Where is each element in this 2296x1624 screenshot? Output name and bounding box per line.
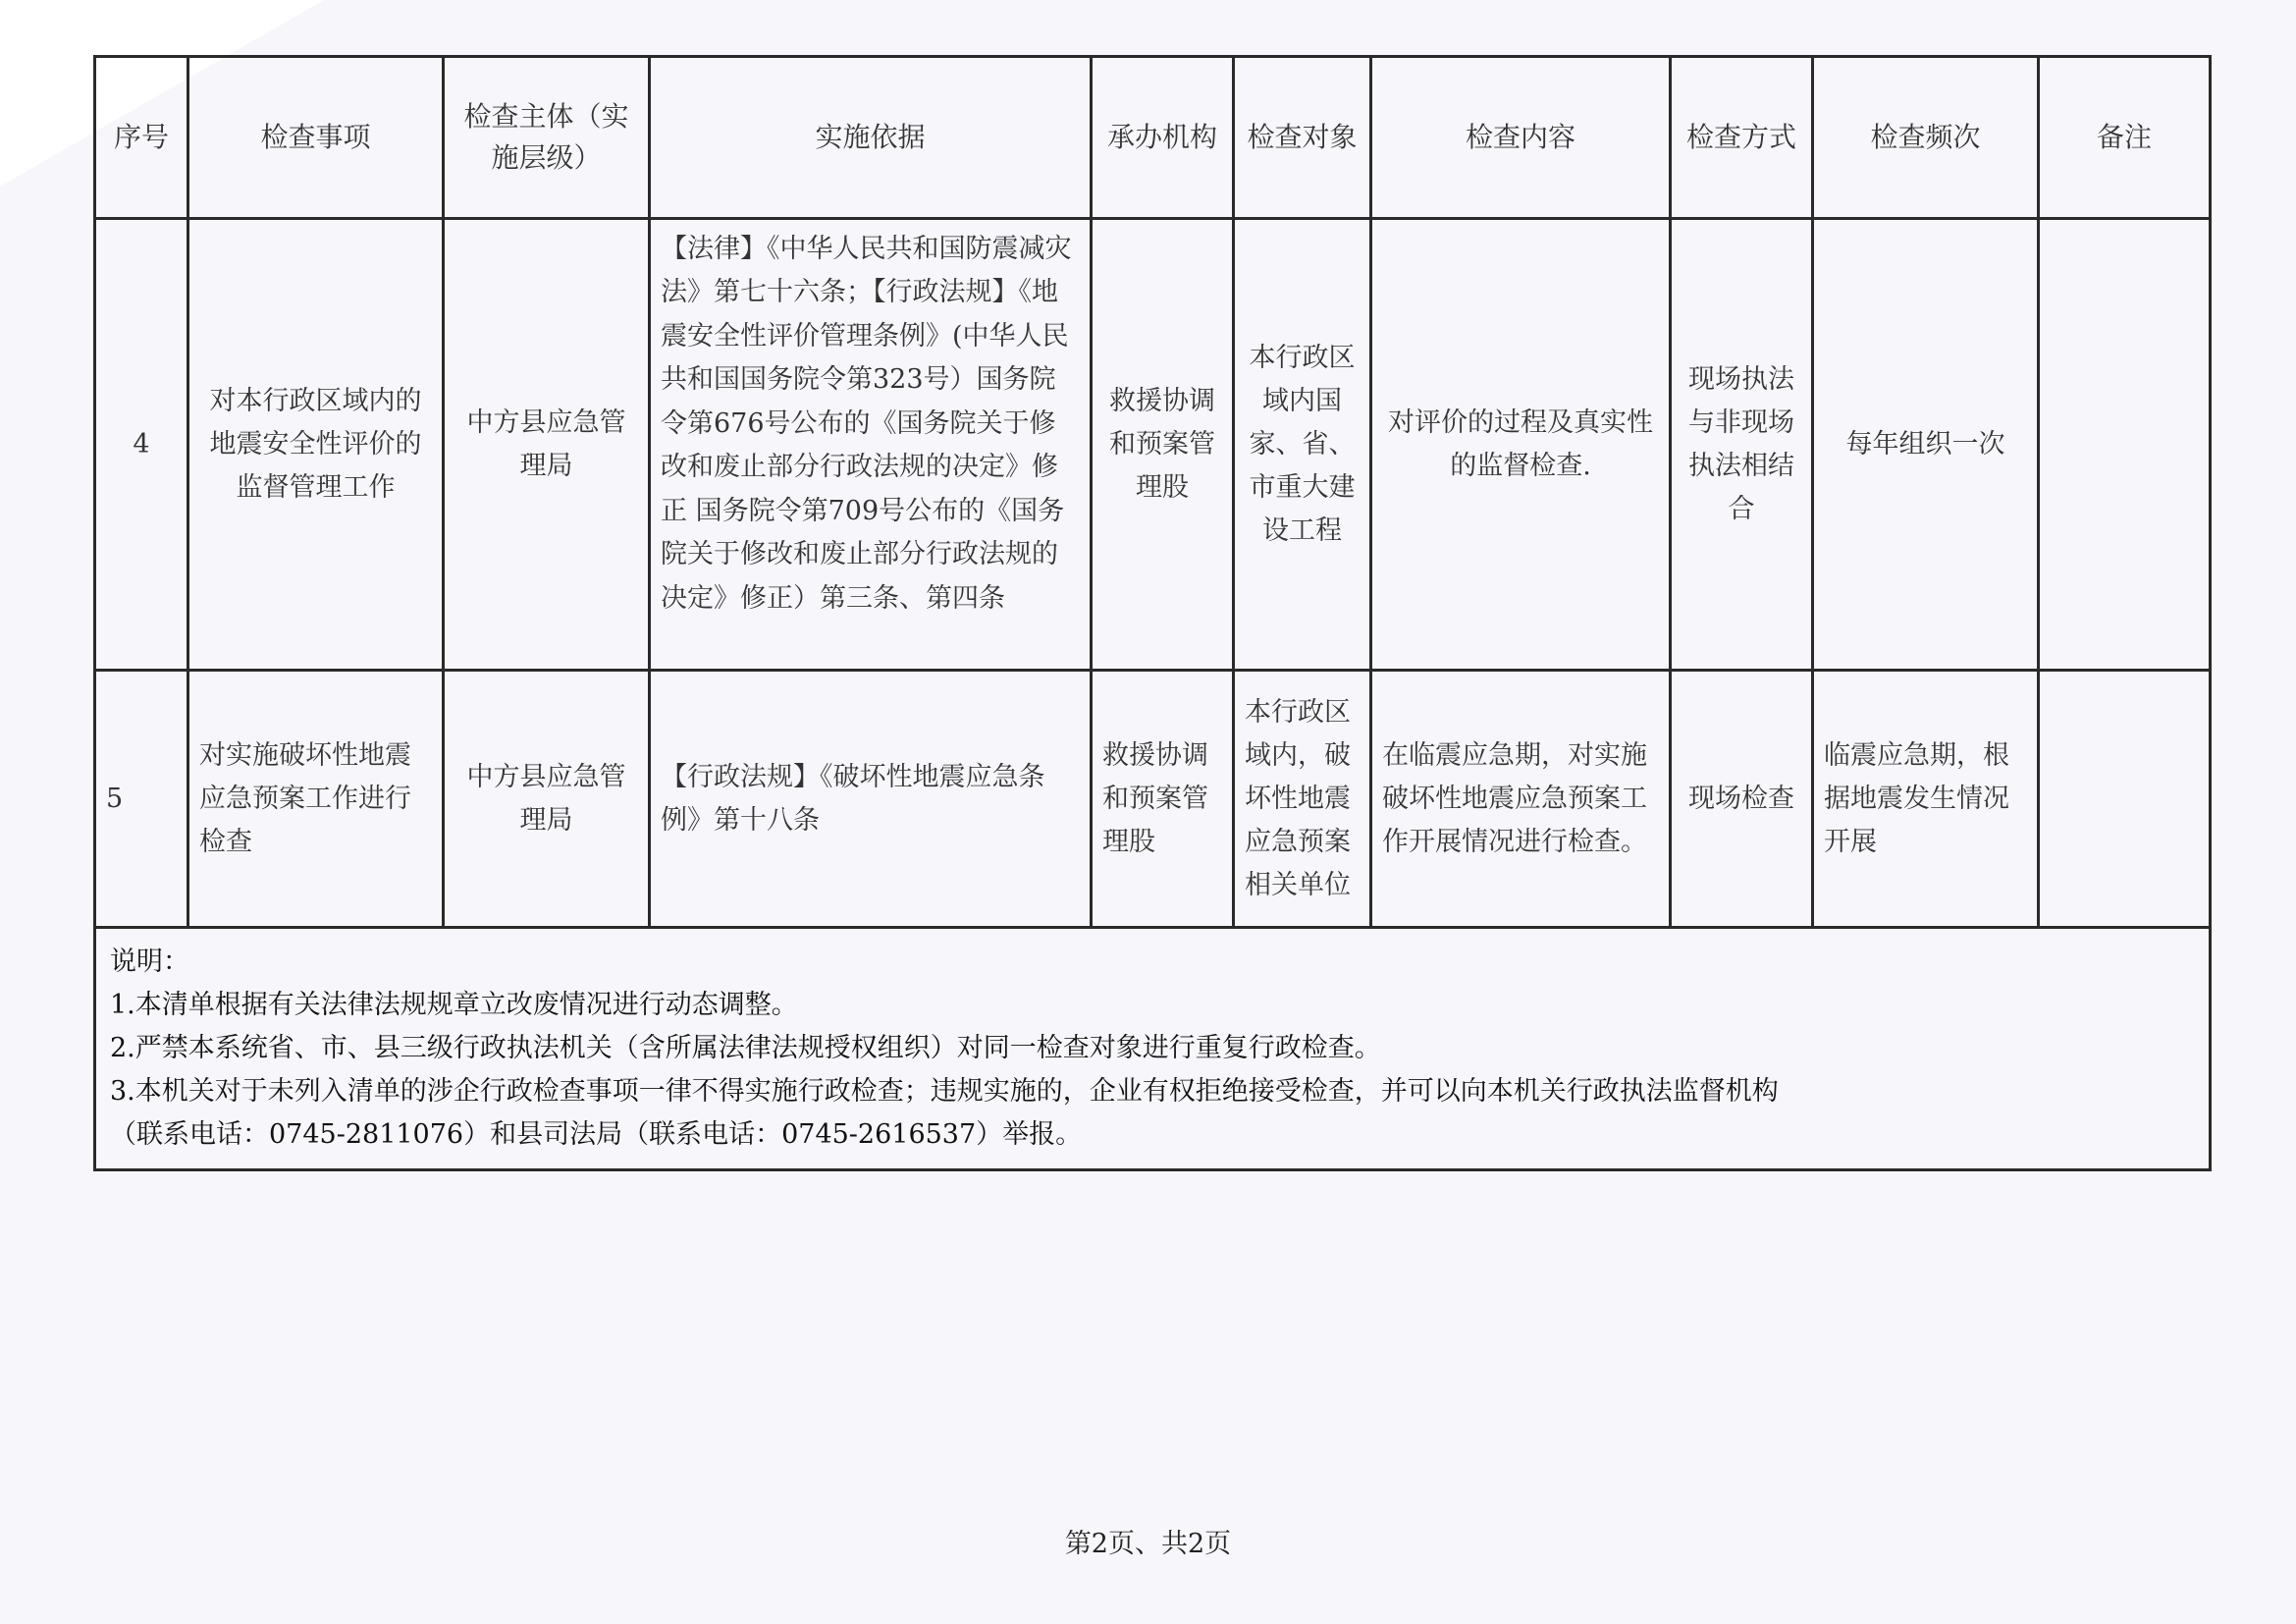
row-no: 5 <box>95 671 188 928</box>
row-method: 现场执法与非现场执法相结合 <box>1671 219 1813 671</box>
row-remark <box>2039 671 2211 928</box>
row-content: 在临震应急期，对实施破坏性地震应急预案工作开展情况进行检查。 <box>1371 671 1671 928</box>
row-content: 对评价的过程及真实性的监督检查. <box>1371 219 1671 671</box>
row-subject: 中方县应急管理局 <box>444 219 650 671</box>
row-frequency: 每年组织一次 <box>1813 219 2039 671</box>
table-row <box>95 219 2211 671</box>
row-target: 本行政区域内国家、省、市重大建设工程 <box>1234 219 1371 671</box>
header-subject: 检查主体（实施层级） <box>444 57 650 219</box>
header-method: 检查方式 <box>1671 57 1813 219</box>
note-item: 1.本清单根据有关法律法规规章立改废情况进行动态调整。 <box>110 990 798 1020</box>
note-item: （联系电话：0745-2811076）和县司法局（联系电话：0745-2616537）举报。 <box>110 1119 1083 1150</box>
row-basis: 【法律】《中华人民共和国防震减灾法》第七十六条；【行政法规】《地震安全性评价管理条例》(中华人民共和国国务院令第323号）国务院令第676号公布的《国务院关于修改和废止部分行政法规的决定》修正 国务院令第709号公布的《国务院关于修改和废止部分行政法规的决定》修正）第三条、第四条 <box>661 233 1072 614</box>
header-row <box>95 57 2211 219</box>
note-item: 3.本机关对于未列入清单的涉企行政检查事项一律不得实施行政检查；违规实施的，企业有权拒绝接受检查，并可以向本机关行政执法监督机构 <box>110 1076 1779 1107</box>
header-agency: 承办机构 <box>1092 57 1234 219</box>
row-subject: 中方县应急管理局 <box>444 671 650 928</box>
header-basis: 实施依据 <box>650 57 1092 219</box>
header-target: 检查对象 <box>1234 57 1371 219</box>
header-content: 检查内容 <box>1371 57 1671 219</box>
notes-title: 说明： <box>110 947 189 977</box>
header-no: 序号 <box>95 57 188 219</box>
row-basis-cell <box>650 219 1092 671</box>
row-item: 对本行政区域内的地震安全性评价的监督管理工作 <box>188 219 444 671</box>
row-remark <box>2039 219 2211 671</box>
header-frequency: 检查频次 <box>1813 57 2039 219</box>
page-number: 第2页、共2页 <box>1064 1529 1232 1559</box>
note-item: 2.严禁本系统省、市、县三级行政执法机关（含所属法律法规授权组织）对同一检查对象进行重复行政检查。 <box>110 1033 1381 1063</box>
row-frequency: 临震应急期，根据地震发生情况开展 <box>1813 671 2039 928</box>
inspection-table <box>93 55 2212 1171</box>
row-agency: 救援协调和预案管理股 <box>1092 219 1234 671</box>
header-item: 检查事项 <box>188 57 444 219</box>
notes-cell <box>95 928 2211 1170</box>
row-no: 4 <box>95 219 188 671</box>
table-row <box>95 671 2211 928</box>
row-item: 对实施破坏性地震应急预案工作进行检查 <box>188 671 444 928</box>
notes-row <box>95 928 2211 1170</box>
row-agency: 救援协调和预案管理股 <box>1092 671 1234 928</box>
row-target: 本行政区域内，破坏性地震应急预案相关单位 <box>1234 671 1371 928</box>
row-basis: 【行政法规】《破坏性地震应急条例》第十八条 <box>650 671 1092 928</box>
row-method: 现场检查 <box>1671 671 1813 928</box>
header-remark: 备注 <box>2039 57 2211 219</box>
